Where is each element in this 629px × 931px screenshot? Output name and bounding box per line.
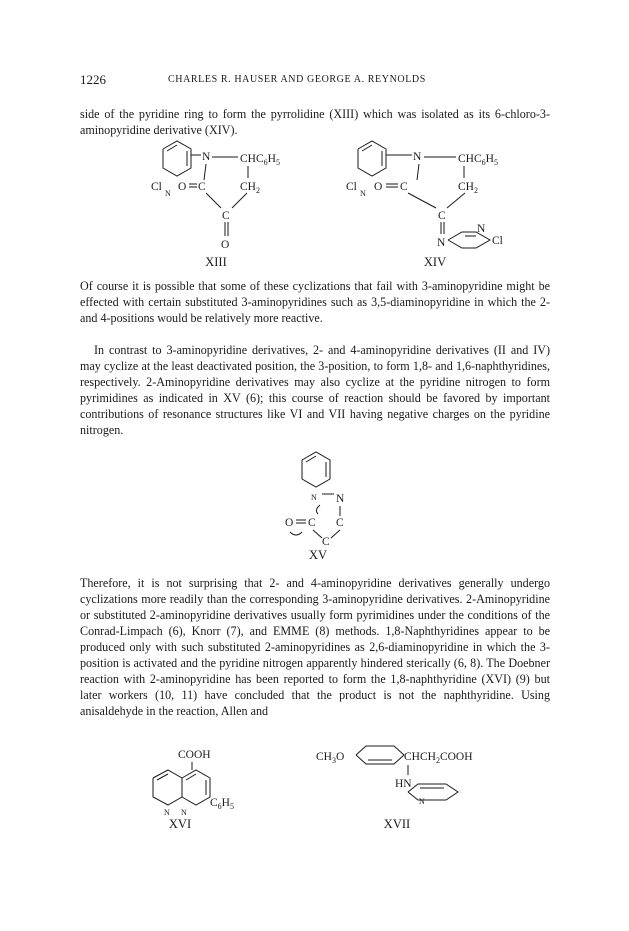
page-number: 1226 — [80, 72, 106, 87]
paragraph-1: side of the pyridine ring to form the pyrrolidine (XIII) which was isolated as its 6-chloro-3-aminopyridine derivative (XIV). — [80, 107, 550, 137]
pyridine-ring-xvii — [408, 784, 458, 800]
c-right: C — [336, 517, 344, 529]
svg-text:CHCH2COOH: $CHCH_2COOH$ — [404, 751, 473, 765]
amide-n-atom: N — [202, 151, 211, 163]
amide-n-atom: N — [413, 151, 422, 163]
carbonyl-c: C — [400, 181, 408, 193]
n1-atom: N — [164, 808, 170, 817]
label-xiv: XIV — [423, 255, 447, 269]
cooh-group: COOH — [178, 749, 211, 761]
ring2-n-atom: N — [477, 223, 486, 235]
svg-text:CH2: $CH_2$ — [240, 181, 260, 195]
svg-text:CHC6H5: $CHC_6H_5$ — [240, 153, 280, 167]
ch3o-group: CH — [316, 751, 332, 763]
carbonyl-o: O — [178, 181, 187, 193]
label-xvii: XVII — [383, 817, 411, 831]
ring-n-atom: N — [419, 797, 425, 806]
cl-atom: Cl — [346, 181, 357, 193]
ch2-group: CH — [240, 181, 256, 193]
running-head-authors: CHARLES R. HAUSER AND GEORGE A. REYNOLDS — [168, 74, 426, 85]
c-bottom: C — [322, 536, 330, 548]
svg-text:CH2: $CH_2$ — [458, 181, 478, 195]
chch2cooh-group: CHCH — [404, 751, 436, 763]
imine-c: C — [438, 210, 446, 222]
chc6h5-group: CHC — [458, 153, 482, 165]
label-xvi: XVI — [168, 817, 192, 831]
ketone-c: C — [222, 210, 230, 222]
hn-group: HN — [395, 778, 412, 790]
c6h5-group: C — [210, 797, 218, 809]
svg-text:CHC6H5: $CHC_6H_5$ — [458, 153, 498, 167]
cl-atom: Cl — [151, 181, 162, 193]
imine-n: N — [437, 237, 446, 249]
carbonyl-o: O — [285, 517, 294, 529]
paragraph-2: Of course it is possible that some of these cyclizations that fail with 3-aminopyridine might be effected with certain substituted 3-aminopyridines such as 3,5-diaminopyridine in which the 2- and 4-positions would be relatively more reactive. — [80, 279, 550, 325]
amine-n-atom: N — [336, 493, 345, 505]
ring-n-atom: N — [165, 189, 171, 198]
ring-n-atom: N — [360, 189, 366, 198]
carbonyl-o: O — [374, 181, 383, 193]
paragraph-3: In contrast to 3-aminopyridine derivatives, 2- and 4-aminopyridine derivatives (II and IV) may cyclize at the least deactivated position, the 3-position, to form 1,8- and 1,6-naphthyridines, respectively. 2-Aminopyridine derivatives may also cyclize at the pyridine nitrogen to form pyrimidines as indicated in XV (6); this course of reaction should be favored by important contributions of resonance structures like VI and VII having negative charges on the pyridine nitrogen. — [80, 343, 550, 437]
svg-text:C6H5: $C_6H_5$ — [210, 797, 234, 811]
ring-n-atom: N — [311, 493, 317, 502]
label-xv: XV — [308, 548, 328, 562]
benzene-ring-xvii — [356, 746, 404, 764]
c-left: C — [308, 517, 316, 529]
ketone-o: O — [221, 239, 230, 251]
ch2-group: CH — [458, 181, 474, 193]
cl2-atom: Cl — [492, 235, 503, 247]
paragraph-4: Therefore, it is not surprising that 2- and 4-aminopyridine derivatives generally undergo cyclizations more readily than the corresponding 3-aminopyridine derivatives. 2-Aminopyridine or substituted 2-aminopyridine derivatives usually form pyrimidines under the conditions of the Conrad-Limpach (6), Knorr (7), and EMME (8) methods. 1,8-Naphthyridines appear to be produced only with such substituted 2-aminopyridines as 2,6-diaminopyridine in which the 3-position is activated and the pyridine nitrogen apparently hindered sterically (6, 8). The Doebner reaction with 2-aminopyridine has been reported to form the 1,8-naphthyridine (XVI) (9) but later workers (10, 11) have concluded that the product is not the naphthyridine. Using anisaldehyde in the reaction, Allen and — [80, 576, 550, 718]
label-xiii: XIII — [205, 255, 227, 269]
n2-atom: N — [181, 808, 187, 817]
carbonyl-c: C — [198, 181, 206, 193]
svg-text:CH3O: $CH_3O$ — [316, 751, 345, 765]
chc6h5-group: CHC — [240, 153, 264, 165]
